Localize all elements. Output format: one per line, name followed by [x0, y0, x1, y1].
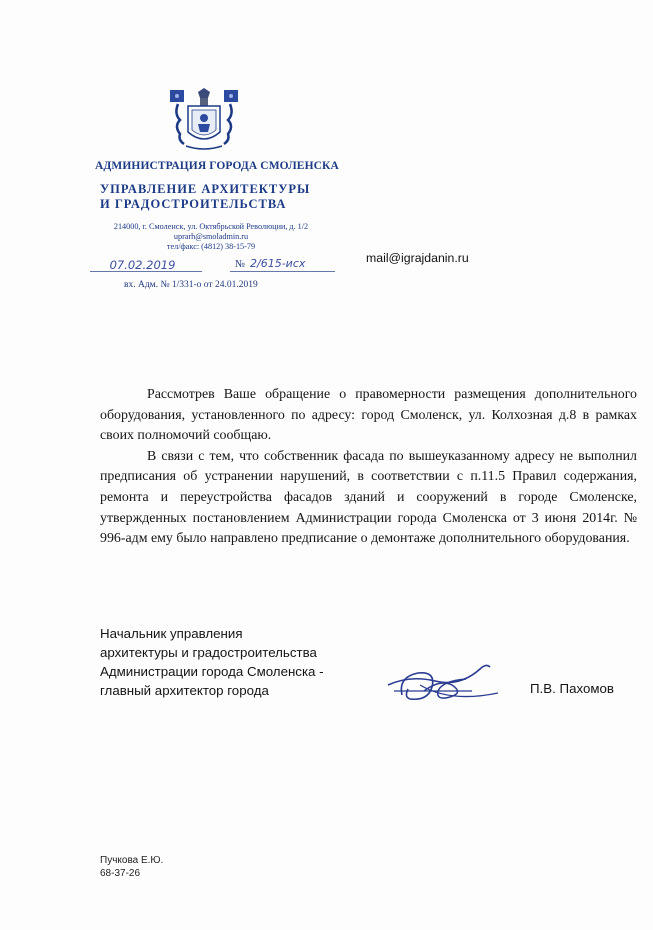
recipient-email: mail@igrajdanin.ru — [366, 251, 469, 265]
contact-block — [96, 222, 326, 252]
org-phone: тел/факс: (4812) 38-15-79 — [166, 242, 256, 251]
signer-name: П.В. Пахомов — [530, 681, 614, 696]
signer-position — [100, 624, 400, 700]
position-line-4: главный архитектор города — [100, 683, 269, 698]
address: 214000, г. Смоленск, ул. Октябрьской Революции, д. 1/2 — [113, 222, 309, 231]
registration-line — [90, 258, 335, 274]
incoming-reference: вх. Адм. № 1/331-о от 24.01.2019 — [124, 280, 258, 290]
position-line-3: Администрации города Смоленска - — [100, 664, 324, 679]
executor-phone: 68-37-26 — [100, 868, 141, 879]
registration-date: 07.02.2019 — [109, 258, 176, 272]
registration-number: 2/615-исх — [250, 257, 306, 270]
executor-name: Пучкова Е.Ю. — [100, 855, 164, 866]
coat-of-arms-icon — [168, 88, 240, 154]
organization-name: АДМИНИСТРАЦИЯ ГОРОДА СМОЛЕНСКА — [95, 160, 339, 172]
body-paragraph-2: В связи с тем, что собственник фасада по вышеуказанному адресу не выполнил предписания об устранении нарушений, в соответствии с п.11.5 Правил содержания, ремонта и переустройства фасадов зданий и сооружений в городе Смоленске, утвержденных постановлением Администрации города Смоленска от 3 июня 2014г. № 996-адм ему было направлено предписание о демонтаже дополнительного оборудования. — [100, 448, 637, 547]
department-name — [100, 182, 340, 212]
department-name-line1: УПРАВЛЕНИЕ АРХИТЕКТУРЫ — [100, 182, 311, 196]
executor-block — [100, 854, 163, 880]
number-underline — [230, 271, 335, 272]
handwritten-signature — [380, 655, 505, 710]
org-email: uprarh@smoladmin.ru — [173, 232, 249, 241]
department-name-line2: И ГРАДОСТРОИТЕЛЬСТВА — [100, 197, 287, 211]
date-underline — [90, 271, 202, 272]
position-line-2: архитектуры и градостроительства — [100, 645, 317, 660]
body-paragraph-1: Рассмотрев Ваше обращение о правомерности размещения дополнительного оборудования, установленного по адресу: город Смоленск, ул. Колхозная д.8 в рамках своих полномочий сообщаю. — [100, 387, 637, 444]
position-line-1: Начальник управления — [100, 626, 243, 641]
number-sign: № — [235, 259, 246, 270]
letter-body — [100, 385, 637, 550]
